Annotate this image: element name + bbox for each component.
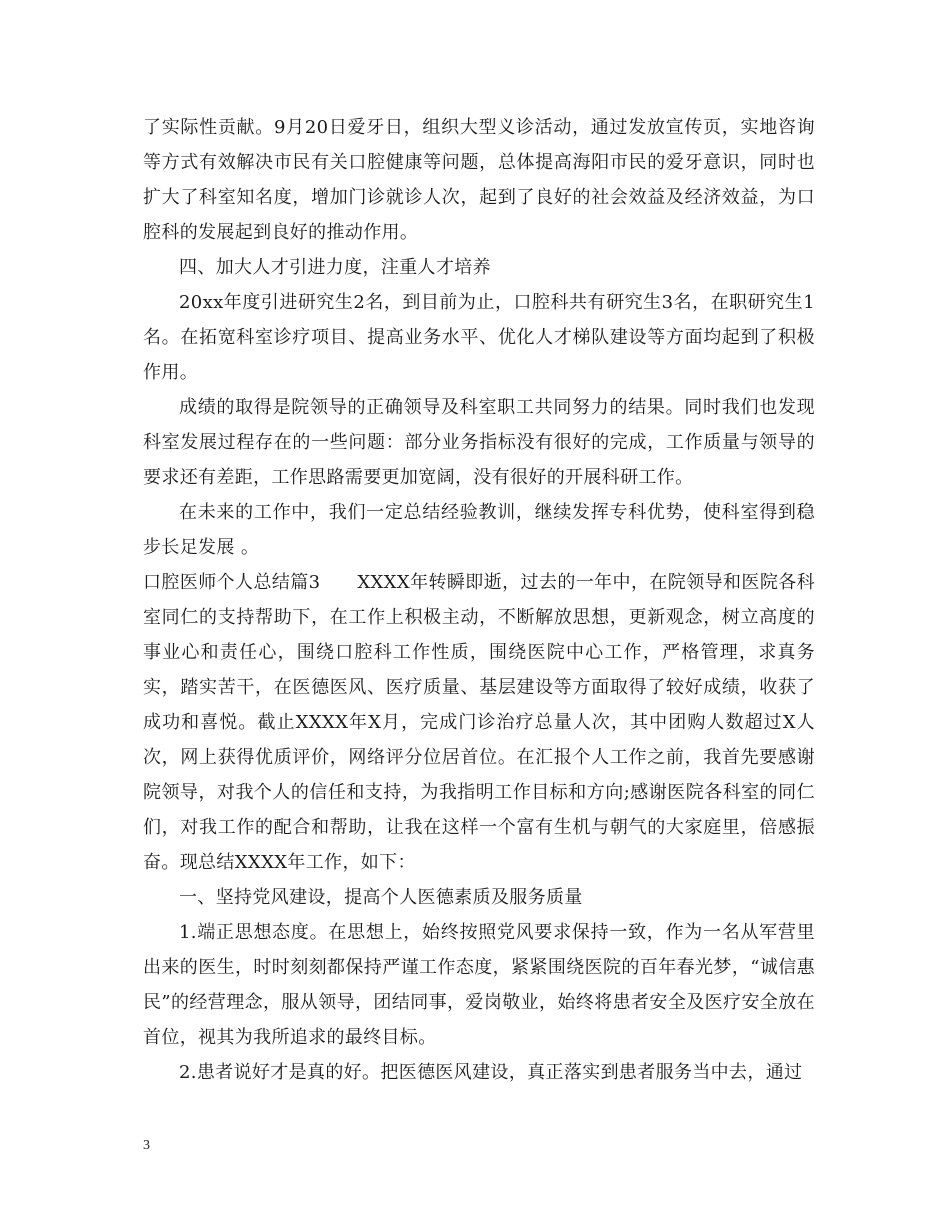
page-number: 3 [143, 1138, 150, 1153]
document-body [143, 110, 815, 1090]
paragraph-9: 2.患者说好才是真的好。把医德医风建设，真正落实到患者服务当中去，通过 [179, 1062, 803, 1083]
paragraph-3: 20xx年度引进研究生2名，到目前为止，口腔科共有研究生3名，在职研究生1名。在拓宽科室诊疗项目、提高业务水平、优化人才梯队建设等方面均起到了积极作用。 [143, 292, 815, 383]
paragraph-4: 成绩的取得是院领导的正确领导及科室职工共同努力的结果。同时我们也发现科室发展过程存在的一些问题：部分业务指标没有很好的完成，工作质量与领导的要求还有差距，工作思路需要更加宽阔，没有很好的开展科研工作。 [143, 397, 815, 488]
paragraph-8: 1.端正思想态度。在思想上，始终按照党风要求保持一致，作为一名从军营里出来的医生，时时刻刻都保持严谨工作态度，紧紧围绕医院的百年春光梦，“诚信惠民”的经营理念，服从领导，团结同事，爱岗敬业，始终将患者安全及医疗安全放在首位，视其为我所追求的最终目标。 [143, 922, 815, 1048]
paragraph-6: 口腔医师个人总结篇3 XXXX年转瞬即逝，过去的一年中，在院领导和医院各科室同仁的支持帮助下，在工作上积极主动，不断解放思想，更新观念，树立高度的事业心和责任心，围绕口腔科工作性质，围绕医院中心工作，严格管理，求真务实，踏实苦干，在医德医风、医疗质量、基层建设等方面取得了较好成绩，收获了成功和喜悦。截止XXXX年X月，完成门诊治疗总量人次，其中团购人数超过X人次，网上获得优质评价，网络评分位居首位。在汇报个人工作之前，我首先要感谢院领导，对我个人的信任和支持，为我指明工作目标和方向;感谢医院各科室的同仁们，对我工作的配合和帮助，让我在这样一个富有生机与朝气的大家庭里，倍感振奋。现总结XXXX年工作，如下： [143, 572, 815, 873]
section-heading-talent: 四、加大人才引进力度，注重人才培养 [179, 257, 491, 278]
paragraph-1: 了实际性贡献。9月20日爱牙日，组织大型义诊活动，通过发放宣传页，实地咨询等方式有效解决市民有关口腔健康等问题，总体提高海阳市民的爱牙意识，同时也扩大了科室知名度，增加门诊就诊人次，起到了良好的社会效益及经济效益，为口腔科的发展起到良好的推动作用。 [143, 117, 815, 243]
paragraph-5: 在未来的工作中，我们一定总结经验教训，继续发挥专科优势，使科室得到稳步长足发展 。 [143, 502, 815, 558]
section-heading-party: 一、坚持党风建设，提高个人医德素质及服务质量 [179, 887, 583, 908]
